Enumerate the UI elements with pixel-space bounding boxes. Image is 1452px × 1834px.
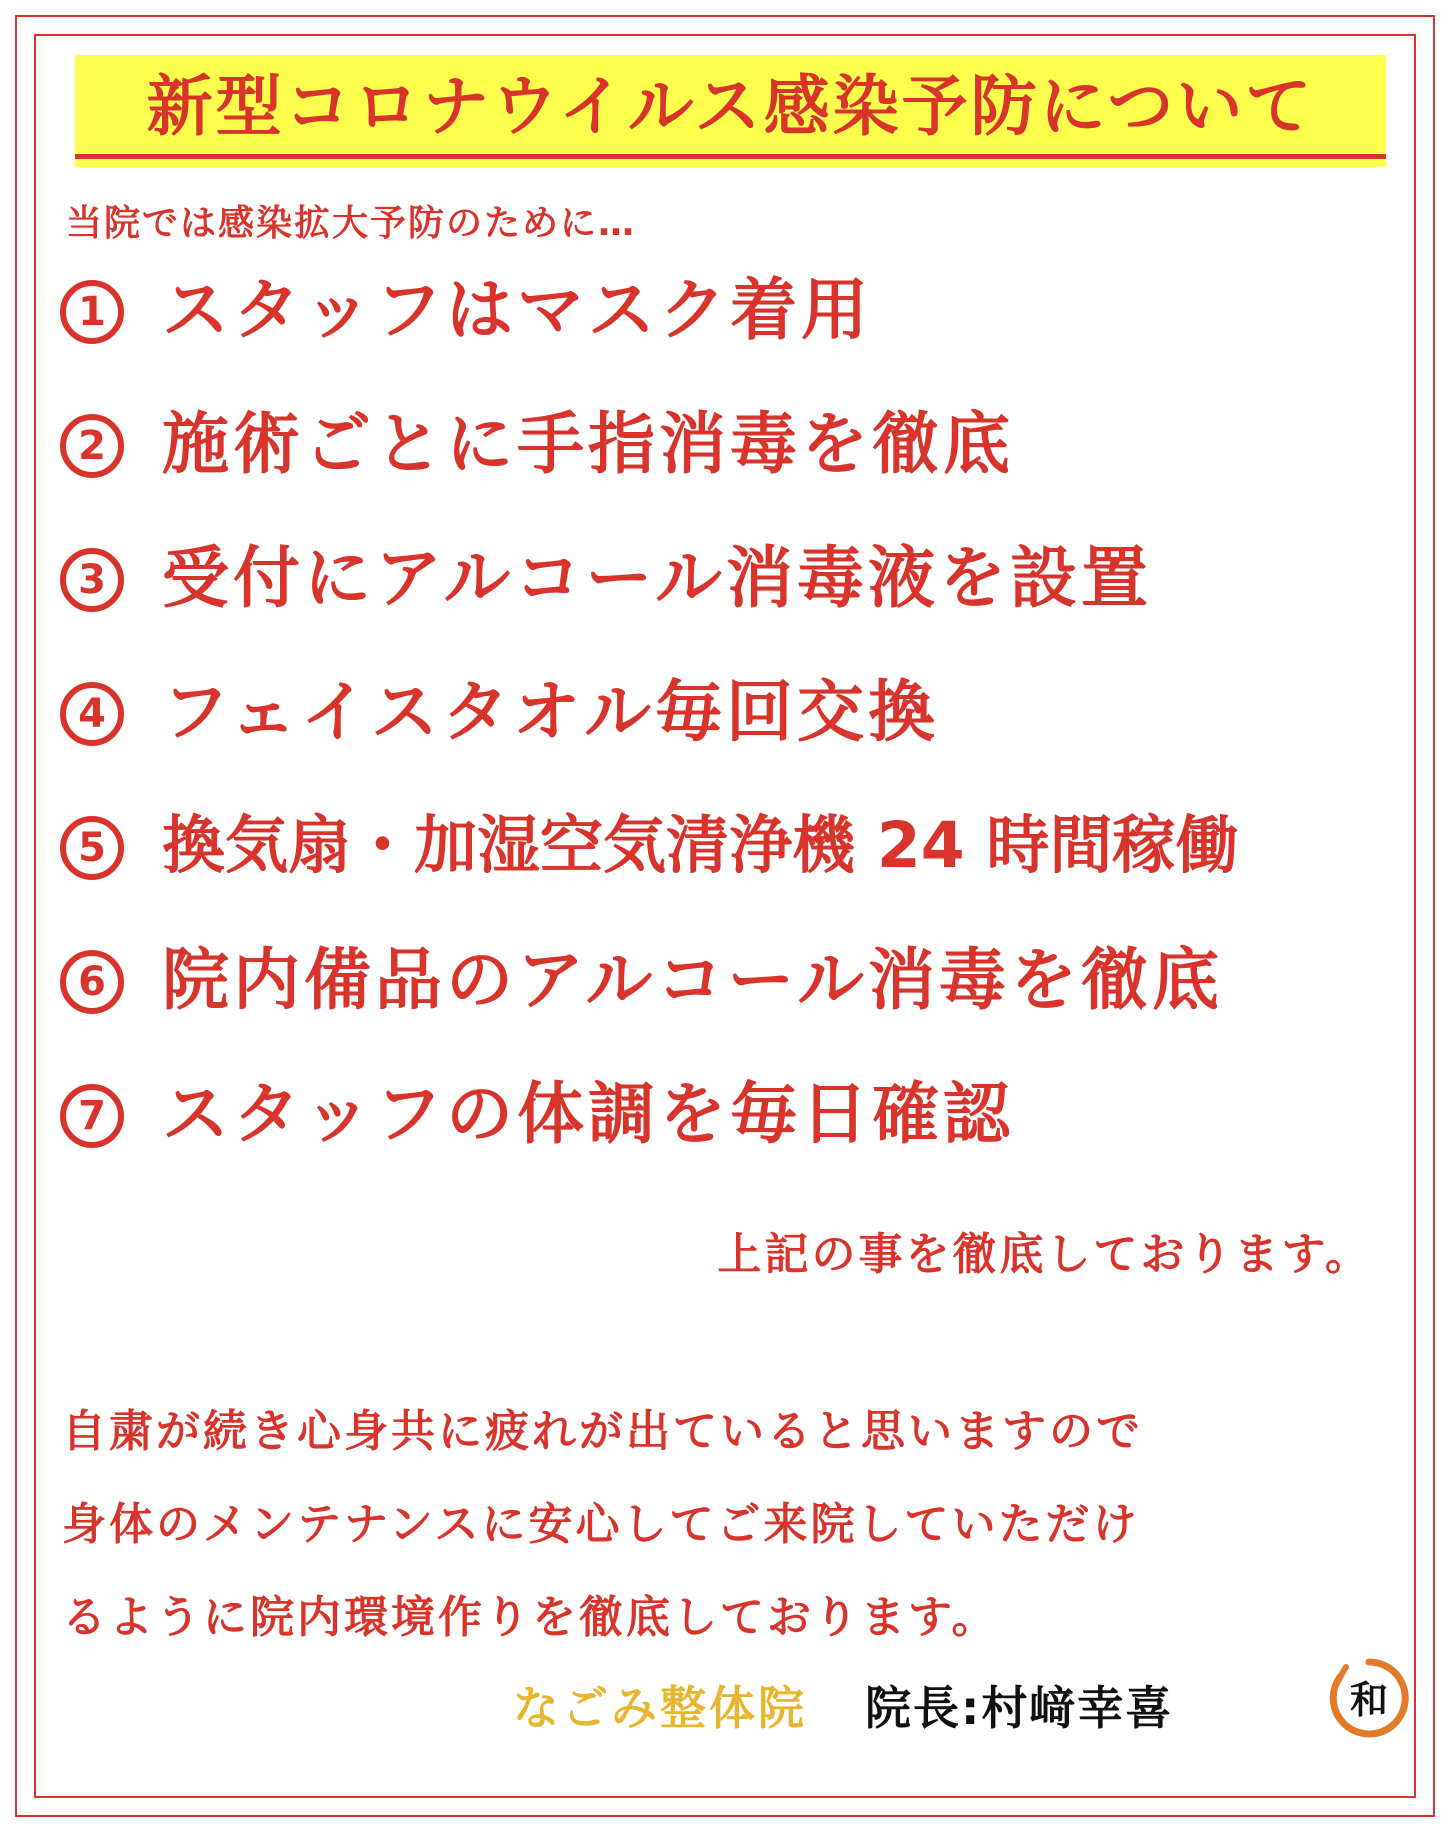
measure-item	[60, 270, 1239, 404]
measure-text: 院内備品のアルコール消毒を徹底	[162, 941, 1223, 1019]
page-title: 新型コロナウイルス感染予防について	[146, 68, 1315, 145]
measure-item	[60, 672, 1239, 806]
measure-item	[60, 538, 1239, 672]
message-line: るように院内環境作りを徹底しております。	[62, 1592, 999, 1643]
director-name: 院長:村﨑幸喜	[865, 1681, 1174, 1735]
measures-list	[60, 270, 1239, 1208]
circled-number: 2	[60, 414, 124, 478]
message-paragraph	[62, 1385, 1382, 1664]
clinic-name: なごみ整体院	[513, 1681, 807, 1735]
circled-number: 5	[60, 816, 124, 880]
circled-number: 7	[60, 1084, 124, 1148]
measure-item	[60, 404, 1239, 538]
title-banner	[75, 55, 1386, 167]
measure-text: スタッフの体調を毎日確認	[162, 1075, 1014, 1153]
title-underline	[75, 154, 1386, 159]
circled-number: 4	[60, 682, 124, 746]
measure-text: スタッフはマスク着用	[162, 271, 872, 349]
measure-item	[60, 940, 1239, 1074]
measure-text: 施術ごとに手指消毒を徹底	[162, 405, 1014, 483]
footer-signature	[513, 1670, 1173, 1740]
message-line: 自粛が続き心身共に疲れが出ていると思いますので	[62, 1406, 1143, 1457]
clinic-logo-icon	[1326, 1655, 1412, 1741]
circled-number: 6	[60, 950, 124, 1014]
measure-item	[60, 1074, 1239, 1208]
circled-number: 1	[60, 280, 124, 344]
measure-text: 受付にアルコール消毒液を設置	[162, 539, 1152, 617]
measure-text: フェイスタオル毎回交換	[162, 673, 939, 751]
confirmation-text: 上記の事を徹底しております。	[717, 1229, 1372, 1280]
logo-glyph: 和	[1349, 1678, 1389, 1722]
message-line: 身体のメンテナンスに安心してご来院していただけ	[62, 1499, 1140, 1550]
measure-item	[60, 806, 1239, 940]
circled-number: 3	[60, 548, 124, 612]
intro-text: 当院では感染拡大予防のために…	[66, 203, 637, 244]
measure-text: 換気扇・加湿空気清浄機 24 時間稼働	[162, 809, 1239, 882]
